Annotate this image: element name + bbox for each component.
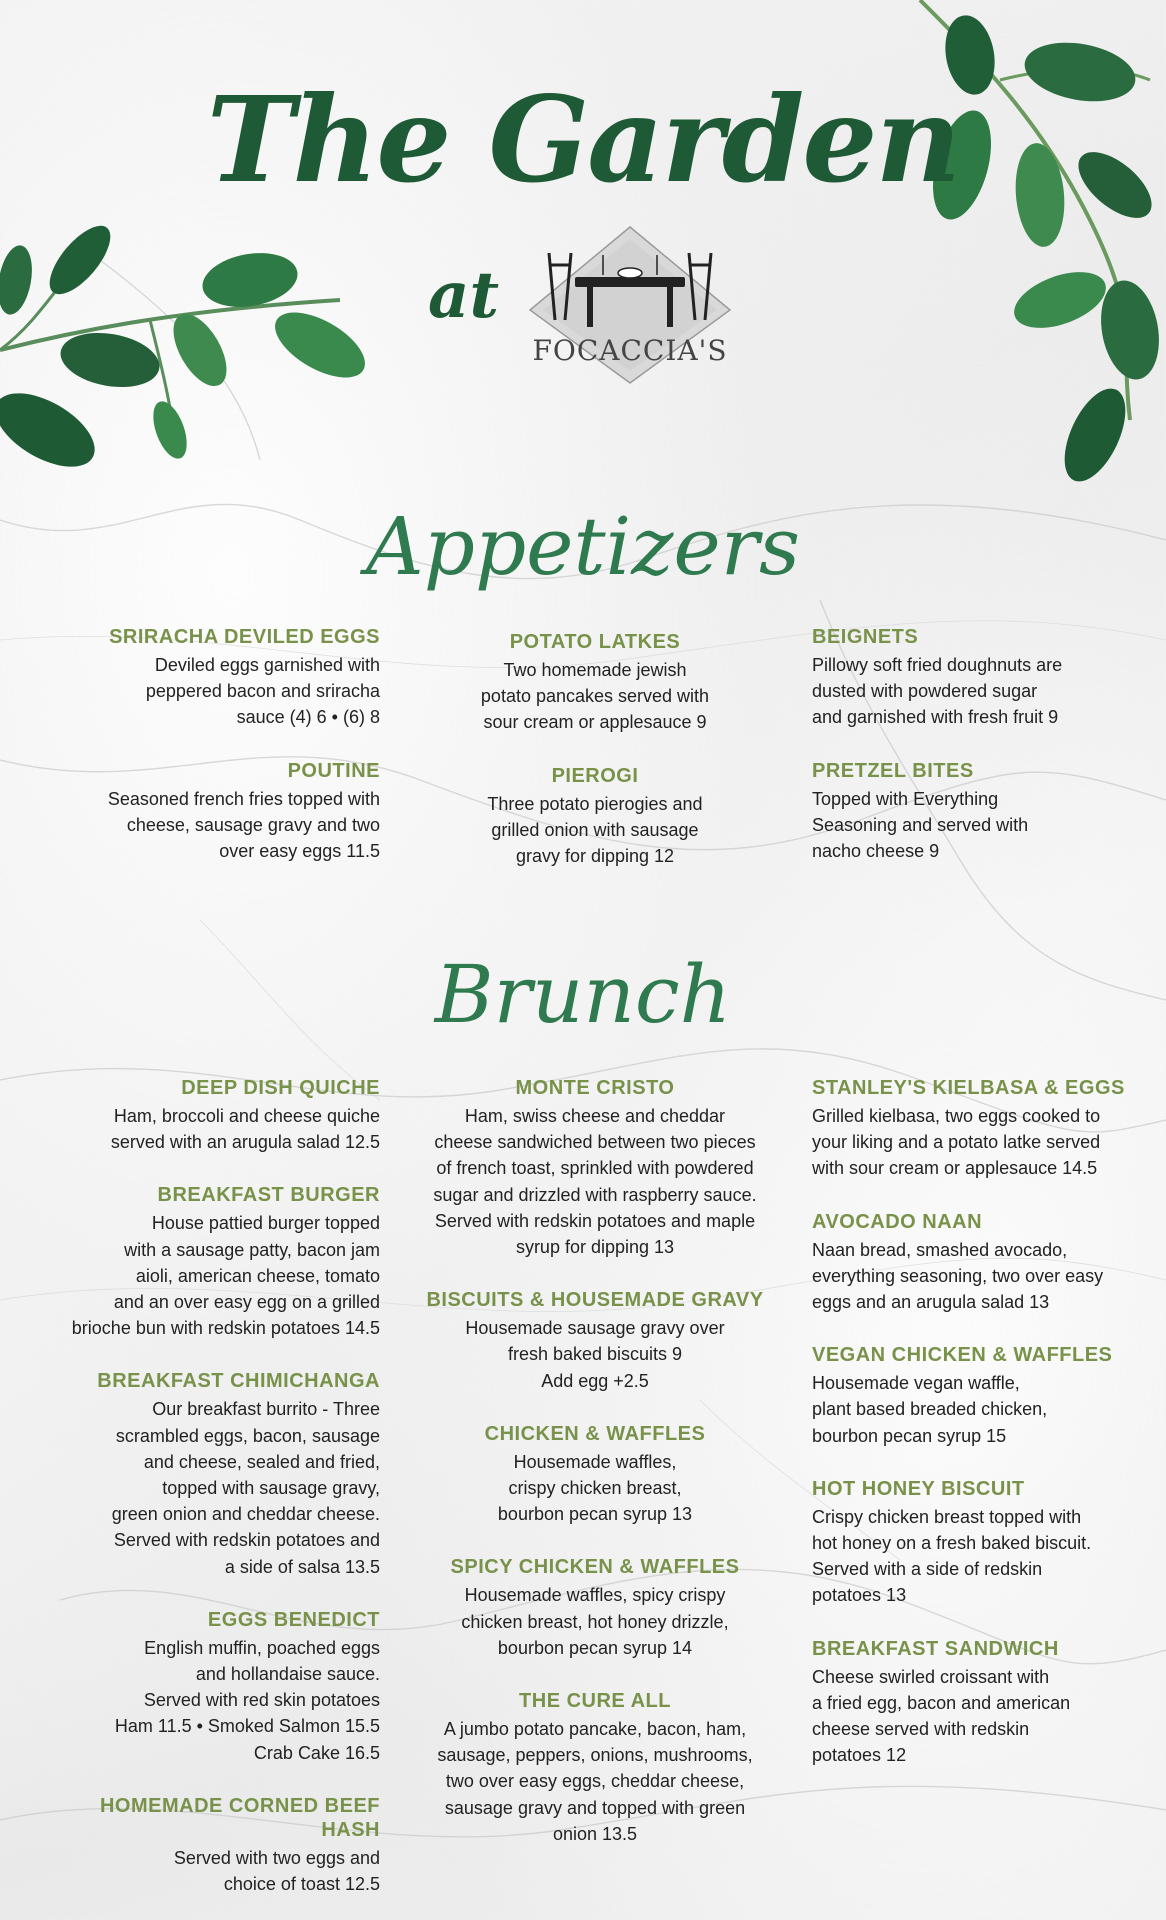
brunch-right-column [812,1076,1152,1796]
menu-item-description: Naan bread, smashed avocado, everything seasoning, two over easy eggs and an arugula salad 13 [812,1239,1104,1313]
menu-item-name: STANLEY'S KIELBASA & EGGS [812,1077,1125,1099]
menu-item [812,1076,1152,1182]
menu-item-name: EGGS BENEDICT [207,1608,380,1631]
menu-item-name: BREAKFAST CHIMICHANGA [97,1370,380,1393]
menu-item [40,1794,380,1897]
menu-item [40,1369,380,1579]
appetizers-right-column [812,625,1142,892]
menu-item-name: BEIGNETS [812,626,919,648]
menu-item [425,630,765,736]
menu-item-name: AVOCADO NAAN [812,1210,983,1233]
menu-item-description: Housemade waffles, spicy crispy chicken breast, hot honey drizzle, bourbon pecan syrup 14 [461,1585,729,1658]
menu-item-description: Seasoned french fries topped with cheese, sausage gravy and two over easy eggs 11.5 [107,788,380,862]
menu-item [812,625,1142,731]
menu-item-description: Topped with Everything Seasoning and served with nacho cheese 9 [812,788,1029,862]
menu-item-description: Cheese swirled croissant with a fried egg, bacon and american cheese served with redskin potatoes 12 [812,1666,1071,1766]
menu-item [40,759,380,865]
menu-item-name: SRIRACHA DEVILED EGGS [109,626,380,648]
menu-item [812,1210,1152,1316]
title-at: at [428,258,500,333]
menu-item [812,1637,1152,1769]
menu-item-name: MONTE CRISTO [515,1077,675,1099]
menu-item-description: Ham, swiss cheese and cheddar cheese sandwiched between two pieces of french toast, sprinkled with powdered sugar and drizzled with raspberry sauce. Served with redskin potatoes and maple syrup for dipping 13 [433,1106,757,1258]
menu-item-name: THE CURE ALL [519,1690,671,1713]
menu-item-name: HOT HONEY BISCUIT [812,1477,1025,1500]
appetizers-heading: Appetizers [365,500,801,593]
menu-item-description: A jumbo potato pancake, bacon, ham, sausage, peppers, onions, mushrooms, two over easy eggs, cheddar cheese, sausage gravy and topped with green onion 13.5 [437,1719,753,1844]
menu-item [415,1076,775,1260]
brunch-center-column [415,1076,775,1875]
menu-item [415,1555,775,1661]
menu-item-description: Three potato pierogies and grilled onion with sausage gravy for dipping 12 [487,793,703,867]
menu-item-name: BREAKFAST BURGER [157,1184,380,1207]
menu-item-name: POUTINE [287,759,380,782]
menu-item [415,1288,775,1394]
menu-item [40,1608,380,1766]
menu-item-name: CHICKEN & WAFFLES [484,1422,706,1445]
menu-item-name: HOMEMADE CORNED BEEF HASH [99,1794,380,1841]
menu-item-description: English muffin, poached eggs and hollandaise sauce. Served with red skin potatoes Ham 11.5 • Smoked Salmon 15.5 Crab Cake 16.5 [114,1637,380,1763]
appetizers-center-column [425,630,765,897]
menu-item-description: Two homemade jewish potato pancakes served with sour cream or applesauce 9 [480,660,710,733]
menu-item-name: BISCUITS & HOUSEMADE GRAVY [426,1289,764,1312]
menu-item-name: BREAKFAST SANDWICH [812,1637,1059,1660]
menu-item-description: Served with two eggs and choice of toast 12.5 [173,1847,380,1895]
appetizers-left-column [40,625,380,892]
menu-item-name: SPICY CHICKEN & WAFFLES [450,1556,740,1579]
menu-item-name: POTATO LATKES [509,631,681,653]
menu-item-description: Pillowy soft fried doughnuts are dusted with powdered sugar and garnished with fresh fruit 9 [812,655,1063,728]
menu-item-description: Deviled eggs garnished with peppered bacon and sriracha sauce (4) 6 • (6) 8 [145,655,380,728]
menu-item [40,1076,380,1155]
menu-item-description: Our breakfast burrito - Three scrambled eggs, bacon, sausage and cheese, sealed and fried, topped with sausage gravy, green onion and cheddar cheese. Served with redskin potatoes and a side of salsa 13.5 [111,1399,380,1577]
menu-item [415,1689,775,1847]
menu-item [812,1343,1152,1449]
menu-item [812,1477,1152,1609]
menu-item-description: Housemade waffles, crispy chicken breast, bourbon pecan syrup 13 [497,1451,693,1525]
menu-item-name: PIEROGI [551,764,639,787]
menu-item-description: Ham, broccoli and cheese quiche served with an arugula salad 12.5 [110,1106,380,1153]
menu-item [425,764,765,870]
menu-header [0,0,1166,420]
menu-item-name: PRETZEL BITES [812,759,974,782]
menu-item [415,1422,775,1528]
menu-item-description: Grilled kielbasa, two eggs cooked to your liking and a potato latke served with sour cream or applesauce 14.5 [812,1106,1101,1179]
restaurant-title: The Garden [206,70,960,209]
menu-item-description: Housemade vegan waffle, plant based breaded chicken, bourbon pecan syrup 15 [812,1373,1048,1446]
menu-item-description: Housemade sausage gravy over fresh baked biscuits 9 Add egg +2.5 [465,1318,725,1391]
menu-item [40,625,380,731]
brunch-left-column [40,1076,380,1920]
menu-item [40,1183,380,1341]
menu-item-description: House pattied burger topped with a sausage patty, bacon jam aioli, american cheese, tomato and an over easy egg on a grilled brioche bun with redskin potatoes 14.5 [71,1213,380,1339]
menu-item-name: VEGAN CHICKEN & WAFFLES [812,1344,1113,1367]
brunch-heading: Brunch [434,948,732,1041]
menu-item-name: DEEP DISH QUICHE [181,1077,380,1099]
menu-item-description: Crispy chicken breast topped with hot honey on a fresh baked biscuit. Served with a side of redskin potatoes 13 [812,1506,1092,1606]
menu-item [812,759,1142,865]
logo-wordmark: FOCACCIA'S [532,334,728,367]
